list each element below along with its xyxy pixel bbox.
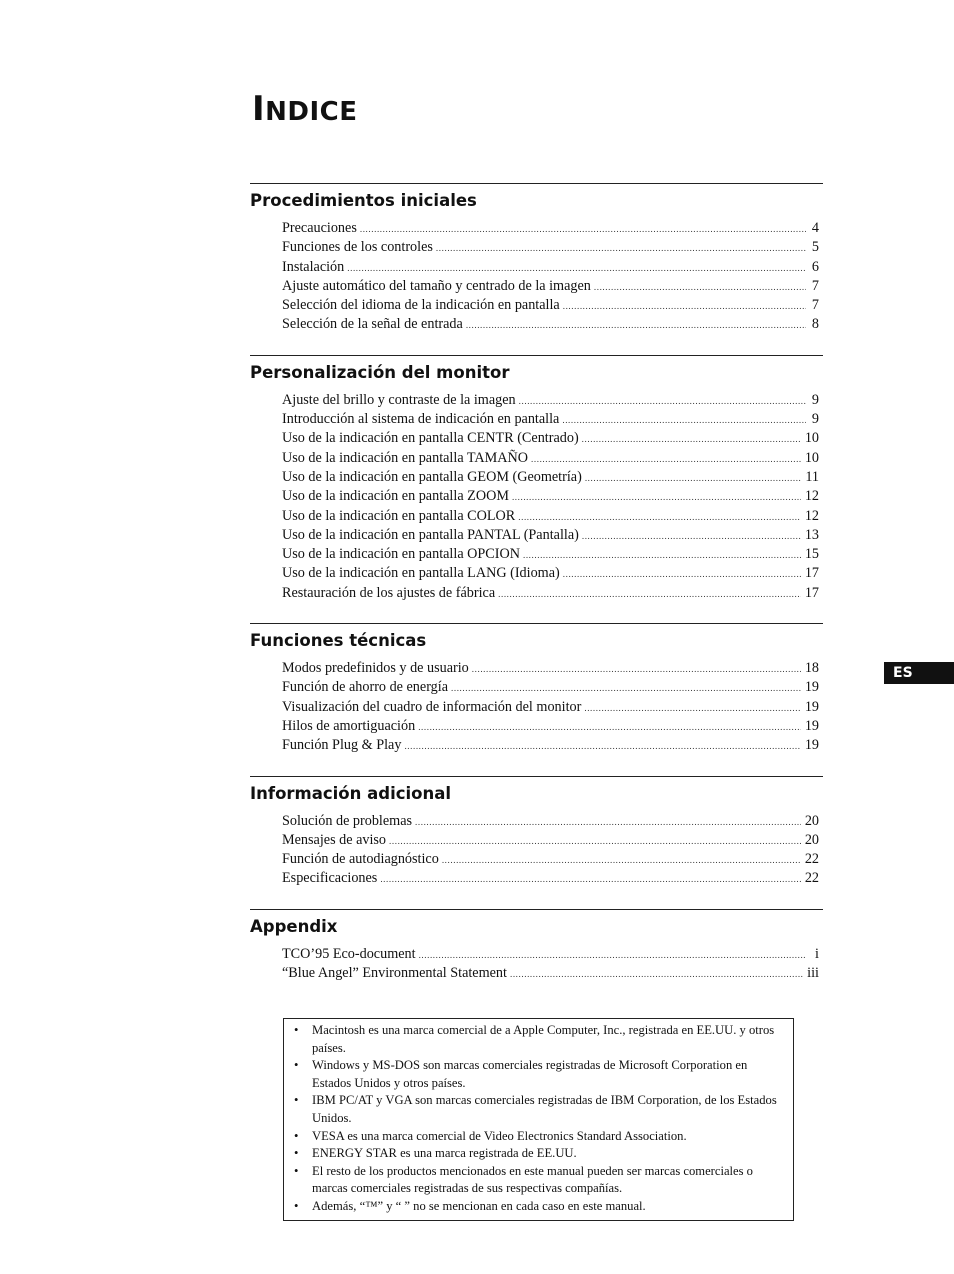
dot-leader	[585, 469, 802, 488]
toc-entry-label: Función de autodiagnóstico	[282, 851, 439, 868]
toc-entry-label: “Blue Angel” Environmental Statement	[282, 965, 507, 982]
table-of-contents	[250, 183, 823, 983]
dot-leader	[418, 718, 801, 737]
toc-page-number: 7	[811, 297, 819, 314]
toc-entry[interactable]	[282, 449, 823, 468]
toc-entry-label: Uso de la indicación en pantalla GEOM (Geometría)	[282, 468, 582, 485]
trademark-note	[292, 1198, 785, 1216]
toc-page-number: 18	[804, 660, 819, 677]
page-title-initial: I	[252, 89, 266, 129]
toc-page-number: 12	[804, 488, 819, 505]
language-tab: ES	[884, 662, 954, 684]
toc-entry-label: TCO’95 Eco-document	[282, 945, 416, 962]
toc-page-number: 5	[811, 239, 819, 256]
toc-page-number: 8	[811, 316, 819, 333]
toc-page-number: 7	[811, 277, 819, 294]
dot-leader	[451, 679, 801, 698]
toc-entry-label: Funciones de los controles	[282, 239, 433, 256]
dot-leader	[531, 450, 801, 469]
toc-page-number: 4	[811, 220, 819, 236]
toc-entry-list	[250, 391, 823, 603]
toc-entry[interactable]	[282, 850, 823, 869]
toc-entry-label: Uso de la indicación en pantalla ZOOM	[282, 488, 509, 505]
toc-page-number: 6	[811, 258, 819, 275]
trademark-note-text: VESA es una marca comercial de Video Electronics Standard Association.	[312, 1128, 687, 1143]
dot-leader	[389, 832, 801, 851]
toc-entry-label: Función de ahorro de energía	[282, 679, 448, 696]
toc-entry[interactable]	[282, 564, 823, 583]
bullet-icon: •	[294, 1128, 299, 1143]
dot-leader	[512, 488, 801, 507]
bullet-icon: •	[294, 1058, 299, 1073]
dot-leader	[563, 297, 806, 316]
toc-page-number: 17	[804, 565, 819, 582]
section-heading: Procedimientos iniciales	[250, 191, 477, 210]
toc-entry[interactable]	[282, 831, 823, 850]
toc-entry-list	[250, 219, 823, 335]
bullet-icon: •	[294, 1146, 299, 1161]
toc-page-number: 19	[804, 679, 819, 696]
toc-page-number: 9	[811, 391, 819, 408]
trademark-note-text: IBM PC/AT y VGA son marcas comerciales registradas de IBM Corporation, de los Estados Unidos.	[312, 1093, 777, 1125]
trademark-note	[292, 1092, 785, 1127]
toc-entry[interactable]	[282, 238, 823, 257]
dot-leader	[518, 508, 801, 527]
toc-entry-list	[250, 945, 823, 984]
toc-page-number: 17	[804, 584, 819, 601]
toc-entry-list	[250, 812, 823, 889]
toc-page-number: 19	[804, 698, 819, 715]
toc-entry[interactable]	[282, 507, 823, 526]
toc-page-number: 20	[804, 831, 819, 848]
toc-entry-label: Función Plug & Play	[282, 737, 402, 754]
toc-entry[interactable]	[282, 964, 823, 983]
toc-page-number: 10	[804, 430, 819, 447]
trademark-note-text: El resto de los productos mencionados en este manual pueden ser marcas comerciales o marcas comerciales registradas de sus respectivas compañías.	[312, 1163, 753, 1196]
dot-leader	[472, 660, 801, 679]
toc-entry-label: Solución de problemas	[282, 812, 413, 829]
trademark-note-text: Windows y MS-DOS son marcas comerciales registradas de Microsoft Corporation en Estados Unidos y otros países.	[312, 1058, 748, 1090]
toc-entry[interactable]	[282, 717, 823, 736]
toc-entry-label: Precauciones	[282, 220, 357, 236]
toc-section	[250, 355, 823, 603]
dot-leader	[404, 737, 800, 756]
toc-entry[interactable]	[282, 429, 823, 448]
toc-entry[interactable]	[282, 945, 823, 964]
toc-entry[interactable]	[282, 736, 823, 755]
toc-entry-label: Introducción al sistema de indicación en pantalla	[282, 411, 560, 428]
toc-entry[interactable]	[282, 545, 823, 564]
toc-entry-label: Uso de la indicación en pantalla PANTAL (Pantalla)	[282, 526, 579, 543]
toc-entry-list	[250, 659, 823, 755]
toc-entry[interactable]	[282, 219, 823, 238]
toc-page-number: iii	[807, 965, 819, 982]
dot-leader	[523, 546, 801, 565]
toc-section	[250, 183, 823, 335]
toc-page-number: 22	[804, 870, 819, 887]
toc-entry[interactable]	[282, 812, 823, 831]
toc-entry-label: Modos predefinidos y de usuario	[282, 660, 469, 677]
toc-page-number: 19	[804, 737, 819, 754]
toc-entry-label: Selección de la señal de entrada	[282, 316, 463, 333]
toc-entry-label: Uso de la indicación en pantalla TAMAÑO	[282, 449, 529, 466]
toc-section	[250, 909, 823, 984]
section-heading: Appendix	[250, 916, 338, 936]
bullet-icon: •	[294, 1163, 299, 1178]
toc-page-number: 20	[804, 812, 819, 829]
toc-entry[interactable]	[282, 678, 823, 697]
toc-page-number: 22	[804, 851, 819, 868]
toc-entry[interactable]	[282, 258, 823, 277]
trademark-note	[292, 1163, 785, 1198]
toc-page-number: 15	[804, 546, 819, 563]
toc-entry[interactable]	[282, 584, 823, 603]
toc-entry-label: Visualización del cuadro de información del monitor	[282, 698, 582, 715]
toc-page-number: 10	[804, 449, 819, 466]
dot-leader	[519, 392, 806, 411]
bullet-icon: •	[294, 1023, 299, 1037]
toc-entry[interactable]	[282, 277, 823, 296]
trademark-note-text: Macintosh es una marca comercial de a Apple Computer, Inc., registrada en EE.UU. y otros países.	[312, 1023, 775, 1055]
dot-leader	[562, 411, 806, 430]
toc-entry[interactable]	[282, 869, 823, 888]
trademark-note	[292, 1128, 785, 1146]
section-heading: Funciones técnicas	[250, 631, 427, 651]
toc-entry[interactable]	[282, 487, 823, 506]
bullet-icon: •	[294, 1093, 299, 1108]
toc-entry-label: Hilos de amortiguación	[282, 717, 416, 734]
toc-entry[interactable]	[282, 315, 823, 334]
dot-leader	[380, 870, 800, 889]
toc-section	[250, 776, 823, 889]
trademark-note	[292, 1022, 785, 1057]
toc-entry[interactable]	[282, 698, 823, 717]
toc-entry-label: Selección del idioma de la indicación en pantalla	[282, 297, 560, 314]
dot-leader	[563, 565, 801, 584]
trademark-note-text: ENERGY STAR es una marca registrada de EE.UU.	[312, 1146, 577, 1161]
toc-entry-label: Instalación	[282, 258, 345, 275]
toc-entry[interactable]	[282, 468, 823, 487]
trademark-list	[292, 1022, 785, 1216]
trademark-notice-box	[283, 1018, 794, 1221]
dot-leader	[584, 699, 800, 718]
dot-leader	[347, 259, 806, 278]
toc-page-number: 11	[805, 468, 819, 485]
trademark-note	[292, 1057, 785, 1092]
toc-entry-label: Uso de la indicación en pantalla LANG (Idioma)	[282, 565, 560, 582]
dot-leader	[466, 316, 806, 335]
toc-page-number: 12	[804, 507, 819, 524]
toc-entry-label: Uso de la indicación en pantalla OPCION	[282, 546, 520, 563]
bullet-icon: •	[294, 1198, 299, 1213]
toc-entry-label: Restauración de los ajustes de fábrica	[282, 584, 496, 601]
toc-entry[interactable]	[282, 410, 823, 429]
dot-leader	[360, 220, 806, 239]
section-heading: Información adicional	[250, 783, 452, 803]
toc-entry-label: Uso de la indicación en pantalla COLOR	[282, 507, 516, 524]
toc-page-number: i	[815, 945, 819, 962]
toc-entry-label: Uso de la indicación en pantalla CENTR (Centrado)	[282, 430, 579, 447]
toc-entry[interactable]	[282, 296, 823, 315]
dot-leader	[510, 965, 803, 984]
dot-leader	[582, 430, 801, 449]
toc-entry-label: Mensajes de aviso	[282, 831, 387, 848]
page-title	[252, 89, 358, 129]
dot-leader	[498, 585, 801, 604]
toc-entry-label: Ajuste automático del tamaño y centrado de la imagen	[282, 277, 591, 294]
toc-page-number: 9	[811, 411, 819, 428]
dot-leader	[436, 239, 806, 258]
dot-leader	[415, 813, 801, 832]
toc-entry[interactable]	[282, 391, 823, 410]
trademark-note-text: Además, “™” y “ ” no se mencionan en cada caso en este manual.	[312, 1198, 646, 1213]
page-title-rest: NDICE	[265, 97, 358, 127]
toc-page-number: 13	[804, 526, 819, 543]
toc-entry[interactable]	[282, 659, 823, 678]
dot-leader	[419, 946, 806, 965]
section-heading: Personalización del monitor	[250, 362, 510, 382]
toc-page-number: 19	[804, 717, 819, 734]
dot-leader	[582, 527, 801, 546]
toc-entry-label: Ajuste del brillo y contraste de la imagen	[282, 391, 516, 408]
trademark-note	[292, 1145, 785, 1163]
toc-entry[interactable]	[282, 526, 823, 545]
toc-section	[250, 623, 823, 755]
dot-leader	[594, 278, 806, 297]
dot-leader	[442, 851, 801, 870]
toc-entry-label: Especificaciones	[282, 870, 378, 887]
